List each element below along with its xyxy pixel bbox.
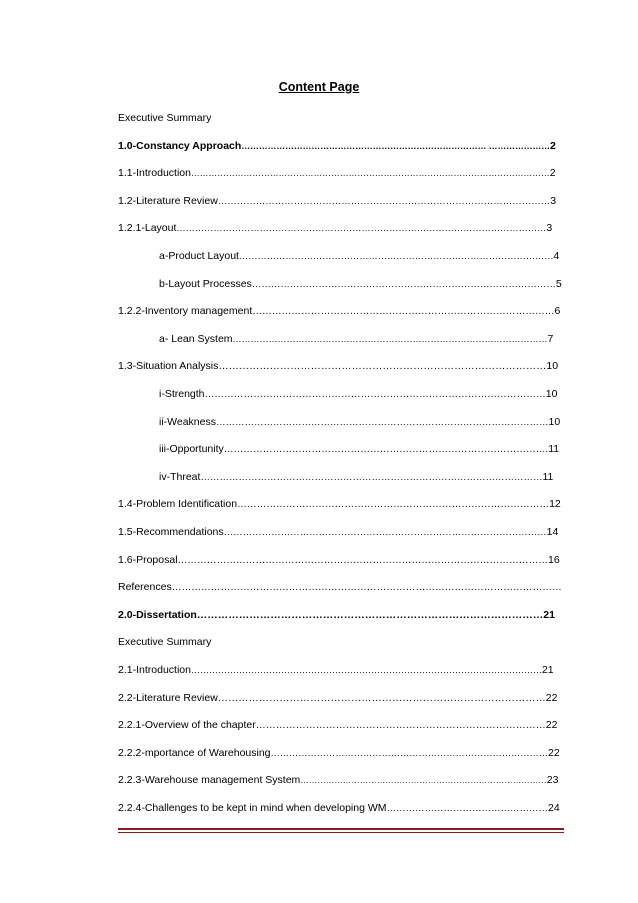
toc-entry — [118, 801, 560, 816]
toc-entry-title: 2.2-Literature Review — [118, 691, 218, 704]
toc-entry-title: a- Lean System — [159, 332, 233, 345]
toc-leader-dots: …………………………………………………………………………… — [255, 720, 546, 732]
toc-leader-dots: ………………………………………………………………………………………………………… — [171, 582, 562, 594]
toc-leader-dots: …………………………………………………………………………………………………………… — [190, 168, 550, 179]
toc-entry — [159, 470, 553, 485]
toc-page-number: 2 — [549, 167, 556, 180]
toc-entry-title: i-Strength — [159, 388, 205, 400]
toc-entry-title: 1.2-Literature Review — [118, 194, 218, 207]
toc-entry — [159, 415, 560, 430]
toc-leader-dots: ………………………………………………………………………………………… — [223, 527, 547, 538]
toc-entry-title: a-Product Layout — [159, 250, 239, 262]
toc-entry-title: 2.1-Introduction — [118, 664, 191, 676]
toc-entry-title: 1.3-Situation Analysis — [118, 360, 219, 373]
toc-entry-title: b-Layout Processes — [159, 277, 252, 290]
toc-entry-title: Executive Summary — [118, 112, 212, 124]
toc-leader-dots: ……………………………………………………………………………… — [270, 747, 549, 758]
toc-entry-title: iii-Opportunity — [159, 443, 224, 456]
toc-entry — [118, 580, 562, 595]
toc-page-number: 21 — [543, 608, 555, 621]
toc-leader-dots: ………………………………………………………………………………………. — [223, 444, 549, 456]
toc-entry — [118, 608, 555, 622]
toc-page-number: 3 — [550, 194, 557, 207]
toc-page-number: 10 — [546, 360, 559, 373]
toc-leader-dots: …………………………………………………………………………………… — [218, 361, 547, 373]
toc-entry — [118, 773, 558, 787]
toc-page-number: 6 — [554, 305, 561, 318]
toc-leader-dots: …………………………………………………………………………………… — [217, 692, 546, 704]
toc-entry — [118, 525, 558, 540]
toc-page-number: 22 — [545, 719, 558, 732]
toc-page-number: 10 — [545, 388, 558, 400]
toc-page-number: 5 — [555, 277, 562, 290]
toc-page-number: 12 — [549, 498, 561, 511]
page-title-text: Content Page — [278, 80, 360, 94]
toc-entry — [118, 194, 556, 209]
toc-entry — [118, 166, 556, 180]
toc-entry-title: 1.4-Problem Identification — [118, 498, 238, 511]
toc-page-number: 4 — [553, 250, 560, 262]
toc-entry-title: 1.5-Recommendations — [118, 526, 224, 538]
toc-page-number: 3 — [546, 222, 553, 235]
toc-page-number: 11 — [542, 470, 554, 483]
toc-entry — [159, 442, 559, 457]
toc-leader-dots: …………………………………………………………………………… — [300, 775, 547, 786]
toc-entry — [159, 277, 562, 292]
toc-entry-title: 1.2.1-Layout — [118, 222, 177, 235]
toc-page-number: 10 — [548, 415, 561, 428]
footer-rule-thin — [118, 832, 564, 833]
toc-page-number: 22 — [548, 746, 560, 759]
toc-entry — [118, 221, 552, 235]
toc-leader-dots: ………………………………………………………………………………………… — [238, 251, 554, 261]
toc-leader-dots: …………………………………………………………………………………………… — [216, 416, 549, 428]
toc-entry — [118, 139, 556, 153]
toc-entry — [118, 718, 557, 733]
toc-entry — [118, 111, 211, 125]
toc-entry-title: ii-Weakness — [159, 415, 216, 428]
toc-leader-dots: ……………………………………………………………………………………………… — [200, 471, 543, 483]
toc-leader-dots: …………………………………………………………………………………… — [237, 499, 550, 511]
page-title — [0, 80, 638, 94]
toc-page-number: 7 — [547, 332, 554, 345]
toc-entry-title: Executive Summary — [118, 636, 212, 649]
toc-entry-title: 1.2.2-Inventory management — [118, 305, 253, 318]
toc-leader-dots: ………………………………………………………………………………………………………… — [176, 223, 547, 234]
toc-entry-title: 2.2.3-Warehouse management System — [118, 774, 301, 787]
toc-entry — [118, 635, 211, 649]
toc-entry-title: 1.0-Constancy Approach — [118, 139, 242, 152]
toc-leader-dots: ………………………………………………………………………… ………………… — [241, 140, 550, 151]
toc-entry — [118, 304, 560, 319]
toc-entry-title: 2.2.1-Overview of the chapter — [118, 719, 256, 732]
toc-entry — [118, 359, 558, 374]
toc-leader-dots: ………………………………………………………………………………… — [252, 306, 555, 318]
toc-leader-dots: ……………………………………………………………………………………………………… — [190, 665, 542, 675]
toc-entry — [118, 746, 560, 760]
toc-page-number: 23 — [546, 774, 559, 787]
toc-entry-title: 2.2.4-Challenges to be kept in mind when developing WM — [118, 802, 387, 814]
footer-rule — [118, 828, 564, 830]
toc-entry — [118, 497, 561, 512]
toc-entry — [159, 249, 559, 263]
toc-entry — [118, 691, 557, 706]
toc-entry-title: 1.1-Introduction — [118, 167, 191, 180]
toc-leader-dots: …………………………………………………………………………………………………… — [177, 554, 549, 566]
toc-entry-title: 2.0-Dissertation — [118, 608, 197, 621]
toc-page-number: 14 — [546, 526, 559, 538]
toc-page-number: 21 — [541, 664, 554, 676]
toc-leader-dots: …………………………………………………………………………………… — [251, 278, 556, 290]
toc-leader-dots: …………………………………………………………………………………………… — [204, 389, 546, 400]
toc-leader-dots: …………………………………………… — [386, 803, 548, 814]
toc-entry-title: References — [118, 581, 172, 594]
toc-leader-dots: …………………………………………………………………………………………… — [232, 333, 548, 344]
toc-entry-title: 1.6-Proposal — [118, 553, 178, 566]
toc-leader-dots: ……………………………………………………………………………………… — [196, 608, 544, 621]
toc-entry — [118, 663, 554, 677]
toc-entry — [159, 332, 553, 346]
toc-page-number: 11 — [548, 443, 560, 456]
toc-page-number: 24 — [548, 802, 560, 814]
toc-leader-dots: …………………………………………………………………………………………… — [217, 195, 551, 207]
toc-entry-title: iv-Threat — [159, 470, 201, 483]
toc-entry — [118, 553, 560, 568]
toc-entry-title: 2.2.2-mportance of Warehousing — [118, 746, 271, 759]
toc-page-number: 16 — [548, 553, 560, 566]
toc-page-number: 2 — [550, 139, 556, 152]
toc-page-number: 22 — [545, 691, 558, 704]
toc-entry — [159, 387, 557, 402]
